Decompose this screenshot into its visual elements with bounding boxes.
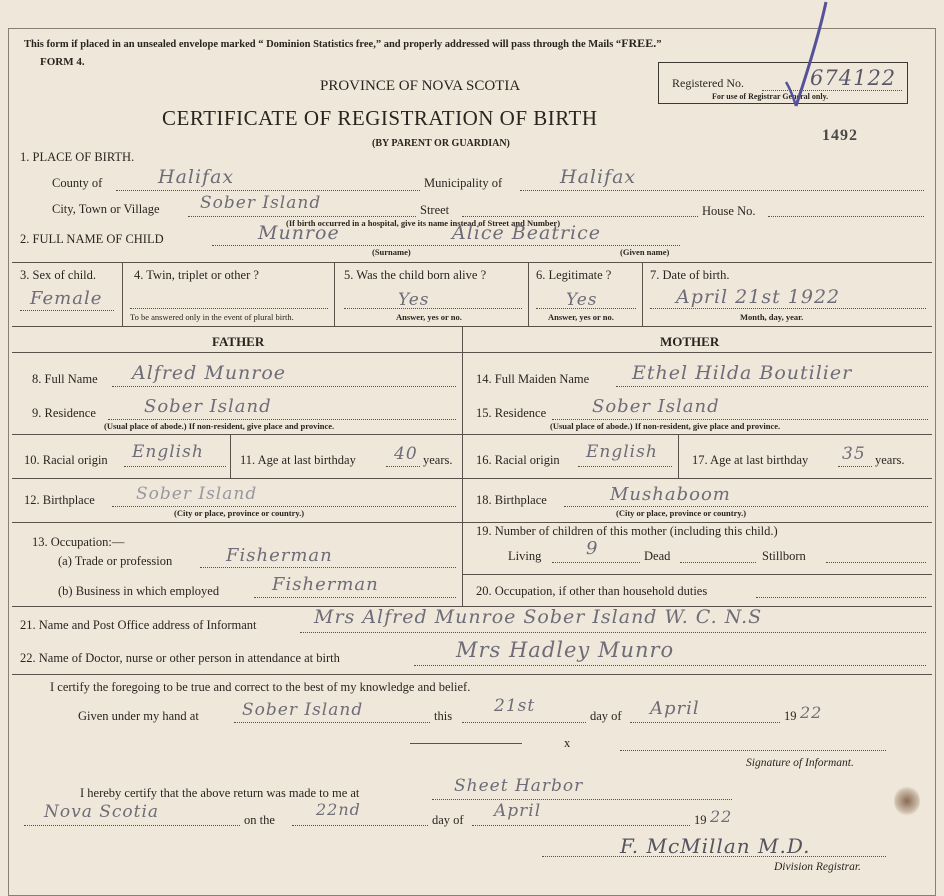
- street-label: Street: [420, 203, 450, 217]
- date-of-birth-note: Month, day, year.: [740, 312, 804, 322]
- father-age-label: 11. Age at last birthday: [240, 453, 356, 467]
- mother-race-label: 16. Racial origin: [476, 453, 560, 467]
- given-year-value: 22: [800, 703, 823, 722]
- father-age-value: 40: [394, 444, 418, 464]
- child-surname: Munroe: [258, 222, 340, 244]
- certificate-title: CERTIFICATE OF REGISTRATION OF BIRTH: [162, 106, 598, 130]
- city-value: Sober Island: [200, 193, 322, 213]
- father-residence-label: 9. Residence: [32, 406, 96, 420]
- mother-residence-note: (Usual place of abode.) If non-resident, give place and province.: [550, 421, 781, 431]
- registrar-on-label: on the: [244, 813, 275, 827]
- registrar-month-value: April: [494, 801, 542, 821]
- registrar-signature: F. McMillan M.D.: [620, 834, 811, 858]
- occupation-heading: 13. Occupation:—: [32, 535, 125, 549]
- twin-note: To be answered only in the event of plural birth.: [130, 312, 294, 322]
- dead-label: Dead: [644, 549, 671, 563]
- informant-value: Mrs Alfred Munroe Sober Island W. C. N.S: [314, 606, 763, 628]
- alive-label: 5. Was the child born alive ?: [344, 268, 487, 282]
- stamp-number: 1492: [822, 127, 858, 144]
- children-count-label: 19. Number of children of this mother (including this child.): [476, 524, 778, 538]
- informant-label: 21. Name and Post Office address of Informant: [20, 618, 257, 632]
- sex-value: Female: [30, 288, 103, 309]
- father-birthplace-note: (City or place, province or country.): [174, 508, 305, 518]
- business-label: (b) Business in which employed: [58, 584, 220, 598]
- registrar-place-value: Sheet Harbor: [454, 776, 584, 796]
- living-value: 9: [586, 538, 599, 559]
- alive-note: Answer, yes or no.: [396, 312, 462, 322]
- mother-birthplace-value: Mushaboom: [610, 484, 731, 505]
- business-value: Fisherman: [272, 574, 379, 595]
- date-of-birth-label: 7. Date of birth.: [650, 268, 730, 282]
- registrar-year-value: 22: [710, 807, 733, 826]
- doctor-label: 22. Name of Doctor, nurse or other person in attendance at birth: [20, 651, 340, 665]
- registrar-statement: I hereby certify that the above return was made to me at: [80, 786, 360, 800]
- informant-x-mark: x: [564, 736, 571, 750]
- legitimate-label: 6. Legitimate ?: [536, 268, 612, 282]
- mother-birthplace-note: (City or place, province or country.): [616, 508, 747, 518]
- mail-note: This form if placed in an unsealed envelope marked “ Dominion Statistics free,” and properly addressed will pass through the Mails “FREE.”: [24, 36, 662, 50]
- county-label: County of: [52, 176, 103, 190]
- given-year-prefix: 19: [784, 709, 797, 723]
- given-day-value: 21st: [494, 696, 536, 716]
- date-of-birth-value: April 21st 1922: [676, 286, 841, 308]
- father-heading: FATHER: [212, 334, 265, 349]
- mother-name-label: 14. Full Maiden Name: [476, 372, 590, 386]
- mother-race-value: English: [586, 442, 658, 462]
- mother-age-value: 35: [842, 444, 866, 464]
- father-birthplace-value: Sober Island: [136, 484, 258, 504]
- paper-stain: [894, 786, 920, 816]
- registrar-year-prefix: 19: [694, 813, 707, 827]
- registrar-day-value: 22nd: [316, 800, 361, 819]
- given-month-value: April: [650, 698, 700, 719]
- mother-residence-value: Sober Island: [592, 396, 720, 417]
- father-residence-note: (Usual place of abode.) If non-resident, give place and province.: [104, 421, 335, 431]
- child-given-name: Alice Beatrice: [452, 222, 602, 244]
- registered-number: 674122: [810, 66, 897, 90]
- living-label: Living: [508, 549, 542, 563]
- mother-age-label: 17. Age at last birthday: [692, 453, 809, 467]
- stillborn-label: Stillborn: [762, 549, 806, 563]
- mother-occupation-label: 20. Occupation, if other than household duties: [476, 584, 708, 598]
- mother-birthplace-label: 18. Birthplace: [476, 493, 547, 507]
- doctor-value: Mrs Hadley Munro: [456, 638, 675, 662]
- registrar-note: For use of Registrar General only.: [712, 92, 829, 101]
- trade-value: Fisherman: [226, 545, 333, 566]
- province-heading: PROVINCE OF NOVA SCOTIA: [320, 78, 521, 94]
- registrar-province-value: Nova Scotia: [44, 802, 160, 822]
- mother-heading: MOTHER: [660, 334, 720, 349]
- legitimate-value: Yes: [566, 290, 598, 310]
- place-of-birth-heading: 1. PLACE OF BIRTH.: [20, 150, 135, 164]
- given-name-caption: (Given name): [620, 247, 670, 257]
- father-name-value: Alfred Munroe: [132, 362, 287, 384]
- surname-caption: (Surname): [372, 247, 411, 257]
- registrar-day-of-label: day of: [432, 813, 464, 827]
- legitimate-note: Answer, yes or no.: [548, 312, 614, 322]
- mother-name-value: Ethel Hilda Boutilier: [632, 362, 853, 384]
- county-value: Halifax: [158, 166, 235, 188]
- given-under-label: Given under my hand at: [78, 709, 199, 723]
- this-label: this: [434, 709, 453, 723]
- father-race-value: English: [132, 442, 204, 462]
- sex-label: 3. Sex of child.: [20, 268, 97, 282]
- child-name-heading: 2. FULL NAME OF CHILD: [20, 232, 164, 246]
- trade-label: (a) Trade or profession: [58, 554, 173, 568]
- certify-statement: I certify the foregoing to be true and correct to the best of my knowledge and belief.: [50, 680, 471, 694]
- father-residence-value: Sober Island: [144, 396, 272, 417]
- registered-label: Registered No.: [672, 76, 744, 90]
- alive-value: Yes: [398, 290, 430, 310]
- municipality-value: Halifax: [560, 166, 637, 188]
- father-age-years: years.: [423, 453, 453, 467]
- form-number: FORM 4.: [40, 56, 85, 68]
- certificate-subtitle: (BY PARENT OR GUARDIAN): [372, 138, 510, 149]
- mother-age-years: years.: [875, 453, 905, 467]
- check-mark-icon: [784, 0, 834, 112]
- hospital-note: (If birth occurred in a hospital, give its name instead of Street and Number): [286, 218, 561, 228]
- municipality-label: Municipality of: [424, 176, 503, 190]
- father-name-label: 8. Full Name: [32, 372, 98, 386]
- registrar-caption: Division Registrar.: [774, 861, 861, 873]
- father-birthplace-label: 12. Birthplace: [24, 493, 95, 507]
- given-day-of-label: day of: [590, 709, 622, 723]
- twin-label: 4. Twin, triplet or other ?: [134, 268, 259, 282]
- mother-residence-label: 15. Residence: [476, 406, 547, 420]
- given-place-value: Sober Island: [242, 700, 364, 720]
- house-number-label: House No.: [702, 204, 756, 218]
- informant-signature-caption: Signature of Informant.: [746, 757, 854, 769]
- father-race-label: 10. Racial origin: [24, 453, 108, 467]
- city-label: City, Town or Village: [52, 202, 160, 216]
